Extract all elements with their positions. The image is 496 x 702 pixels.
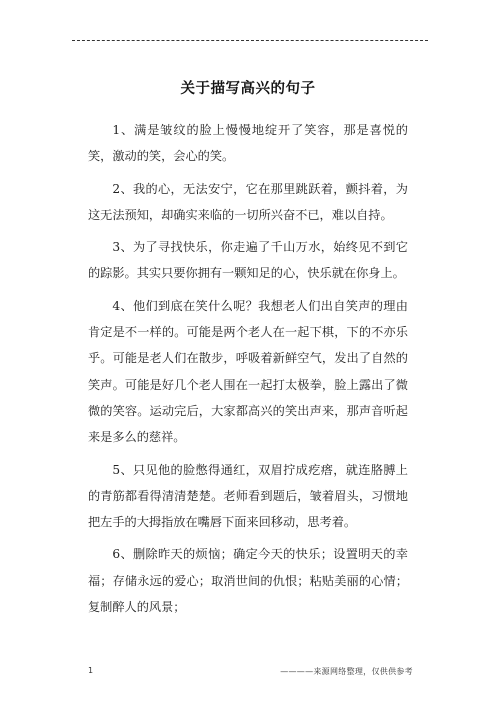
footer-source-note: ————来源网络整理，仅供供参考 — [280, 667, 413, 676]
paragraph-5: 5、只见他的脸憋得通红，双眉拧成疙瘩，就连胳膊上的青筋都看得清清楚楚。老师看到题后，皱着眉头，习惯地把左手的大拇指放在嘴唇下面来回移动，思考着。 — [88, 462, 408, 530]
page-footer — [88, 666, 413, 680]
document-title: 关于描写高兴的句子 — [180, 81, 316, 97]
paragraph-4: 4、他们到底在笑什么呢？我想老人们出自笑声的理由肯定是不一样的。可能是两个老人在一起下棋，下的不亦乐乎。可能是老人们在散步，呼吸着新鲜空气，发出了自然的笑声。可能是好几个老人围在一起打太极拳，脸上露出了微微的笑容。运动完后，大家都高兴的笑出声来，那声音听起来是多么的慈祥。 — [88, 298, 408, 445]
header-dashed-rule — [72, 40, 428, 41]
paragraph-1: 1、满是皱纹的脸上慢慢地绽开了笑容，那是喜悦的笑，激动的笑，会心的笑。 — [88, 123, 408, 164]
paragraph-6: 6、删除昨天的烦恼；确定今天的快乐；设置明天的幸福；存储永远的爱心；取消世间的仇恨；粘贴美丽的心情；复制醉人的风景； — [88, 547, 408, 615]
paragraph-2: 2、我的心，无法安宁，它在那里跳跃着，颤抖着，为这无法预知，却确实来临的一切所兴奋不已，难以自持。 — [88, 181, 408, 222]
document-body — [88, 117, 408, 626]
page-number: 1 — [88, 666, 94, 675]
paragraph-3: 3、为了寻找快乐，你走遍了千山万水，始终见不到它的踪影。其实只要你拥有一颗知足的心，快乐就在你身上。 — [88, 240, 408, 281]
